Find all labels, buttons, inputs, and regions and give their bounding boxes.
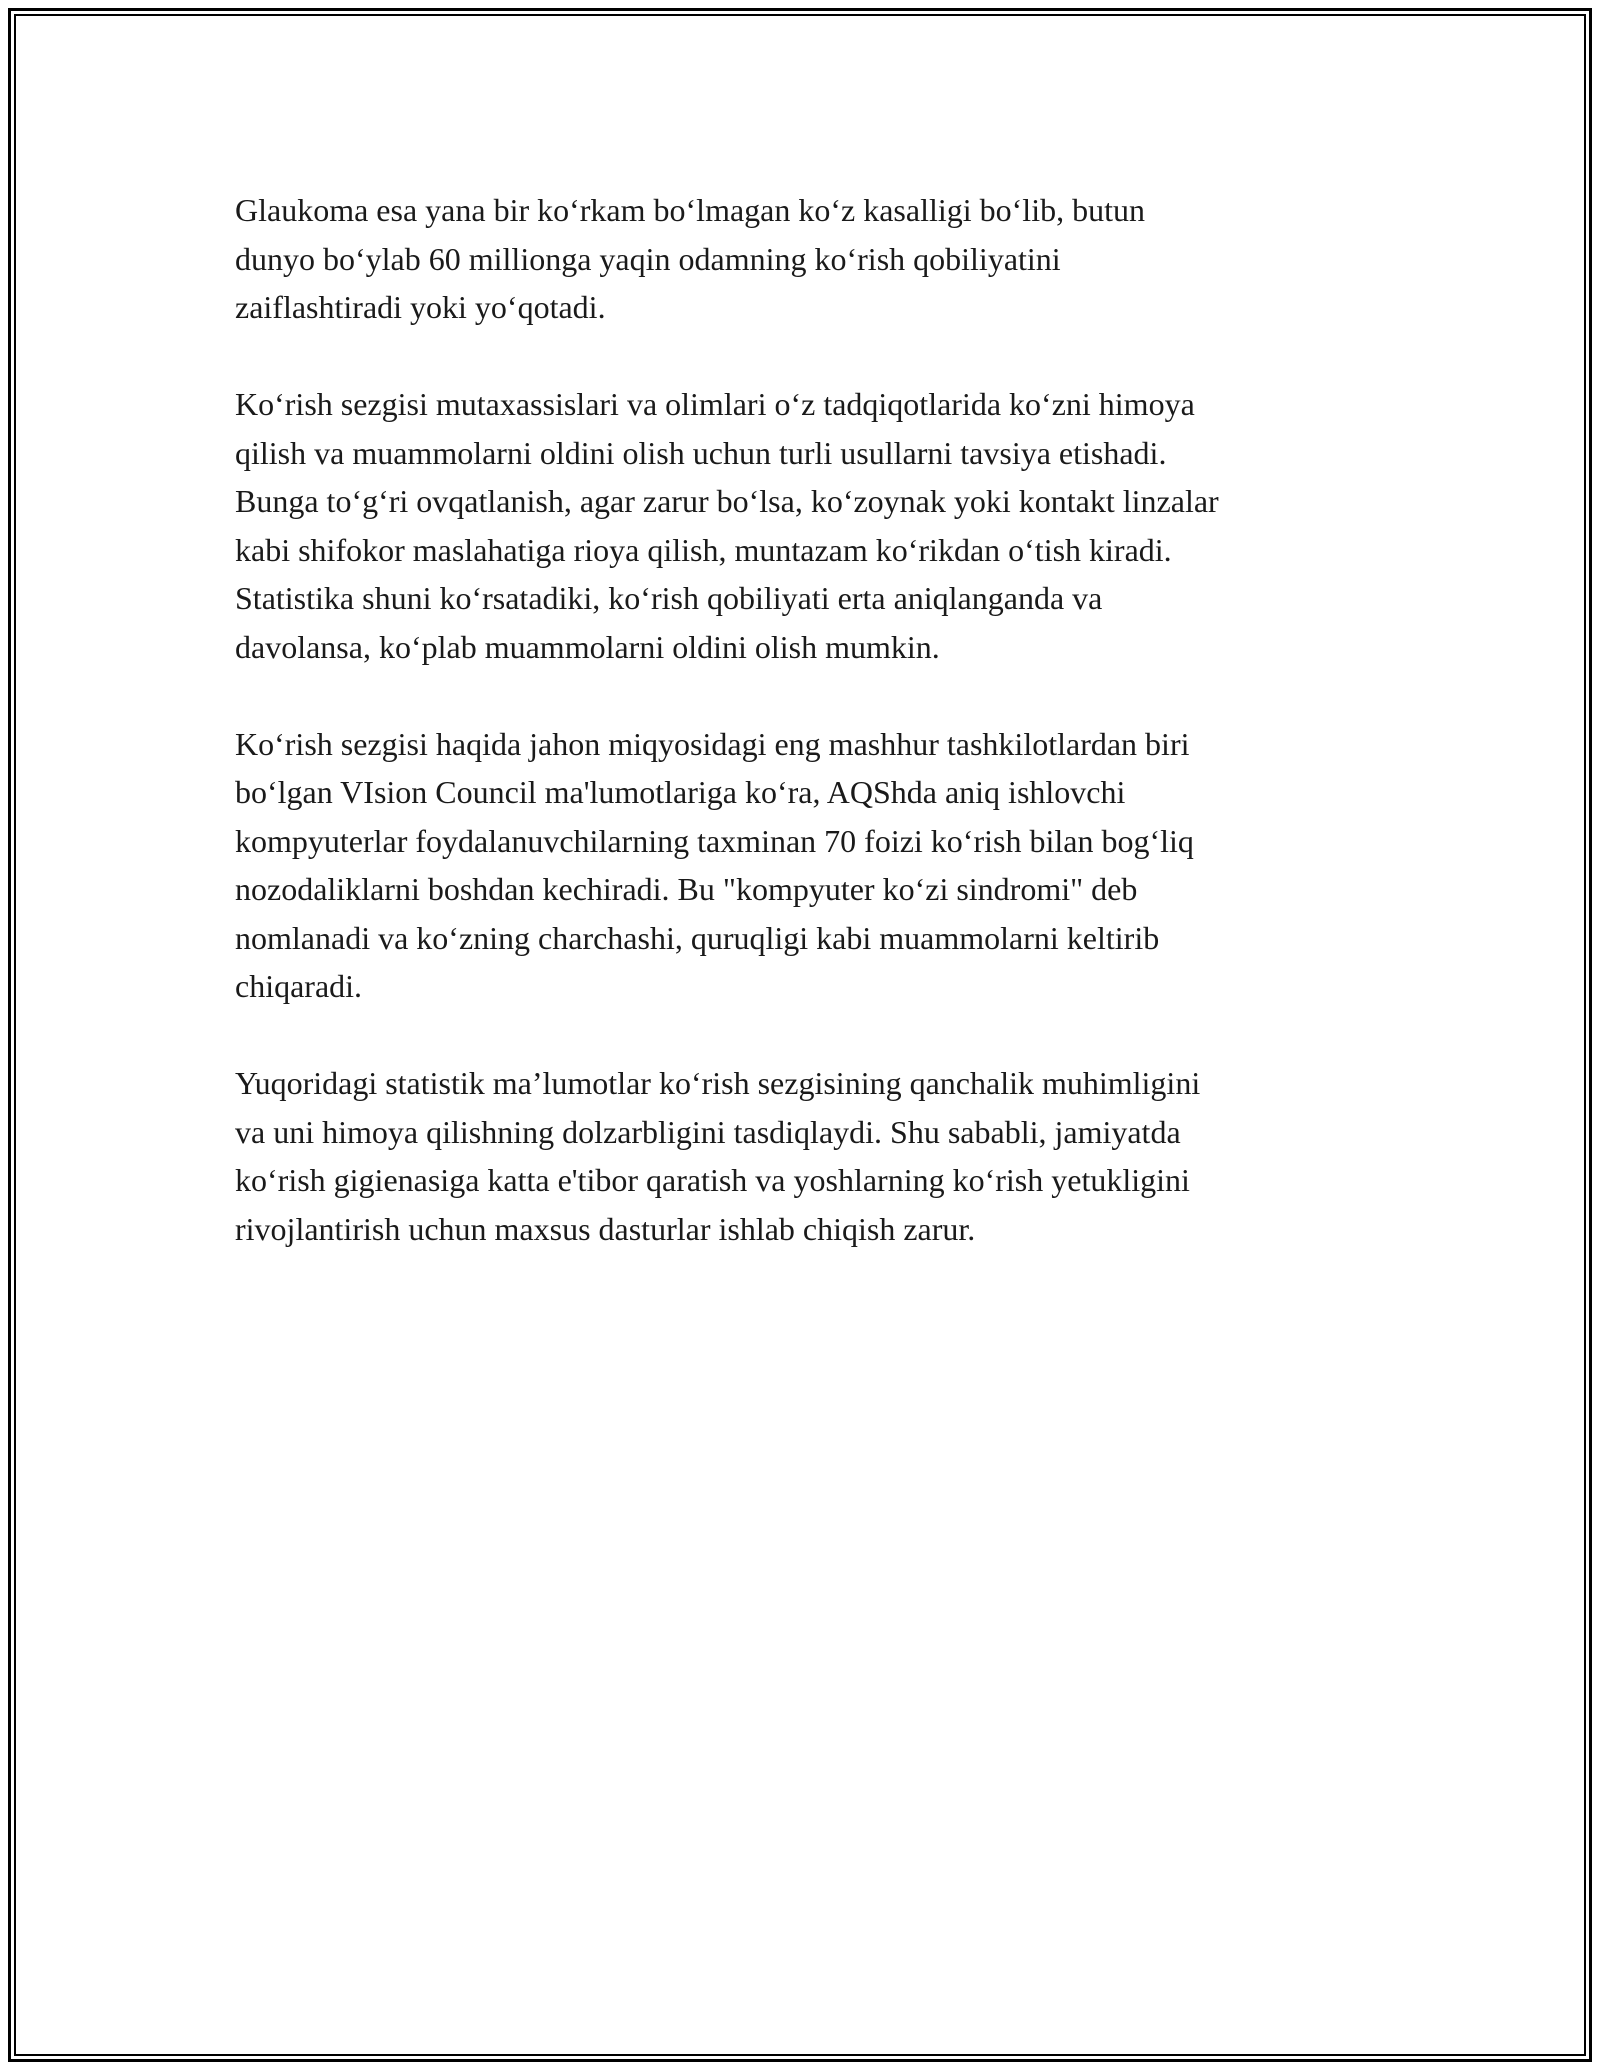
paragraph-computer-vision-syndrome: Ko‘rish sezgisi haqida jahon miqyosidagi eng mashhur tashkilotlardan biri bo‘lgan VIsion Council ma'lumotlariga ko‘ra, AQShda aniq ishlovchi kompyuterlar foydalanuvchilarning taxminan 70 foizi ko‘rish bilan bog‘liq nozodaliklarni boshdan kechiradi. Bu "kompyuter ko‘zi sindromi" deb nomlanadi va ko‘zning charchashi, quruqligi kabi muammolarni keltirib chiqaradi.	[235, 725, 1194, 1004]
paragraph-conclusion: Yuqoridagi statistik ma’lumotlar ko‘rish sezgisining qanchalik muhimligini va uni himoya qilishning dolzarbligini tasdiqlaydi. Shu sababli, jamiyatda ko‘rish gigienasiga katta e'tibor qaratish va yoshlarning ko‘rish yetukligini rivojlantirish uchun maxsus dasturlar ishlab chiqish zarur.	[235, 1065, 1201, 1247]
paragraph-glaucoma: Glaukoma esa yana bir ko‘rkam bo‘lmagan ko‘z kasalligi bo‘lib, butun dunyo bo‘ylab 60 millionga yaqin odamning ko‘rish qobiliyatini zaiflashtiradi yoki yo‘qotadi.	[235, 192, 1145, 325]
document-body	[235, 186, 1375, 1302]
paragraph-eye-protection-methods: Ko‘rish sezgisi mutaxassislari va olimlari o‘z tadqiqotlarida ko‘zni himoya qilish va muammolarni oldini olish uchun turli usullarni tavsiya etishadi. Bunga to‘g‘ri ovqatlanish, agar zarur bo‘lsa, ko‘zoynak yoki kontakt linzalar kabi shifokor maslahatiga rioya qilish, muntazam ko‘rikdan o‘tish kiradi. Statistika shuni ko‘rsatadiki, ko‘rish qobiliyati erta aniqlanganda va davolansa, ko‘plab muammolarni oldini olish mumkin.	[235, 386, 1219, 665]
